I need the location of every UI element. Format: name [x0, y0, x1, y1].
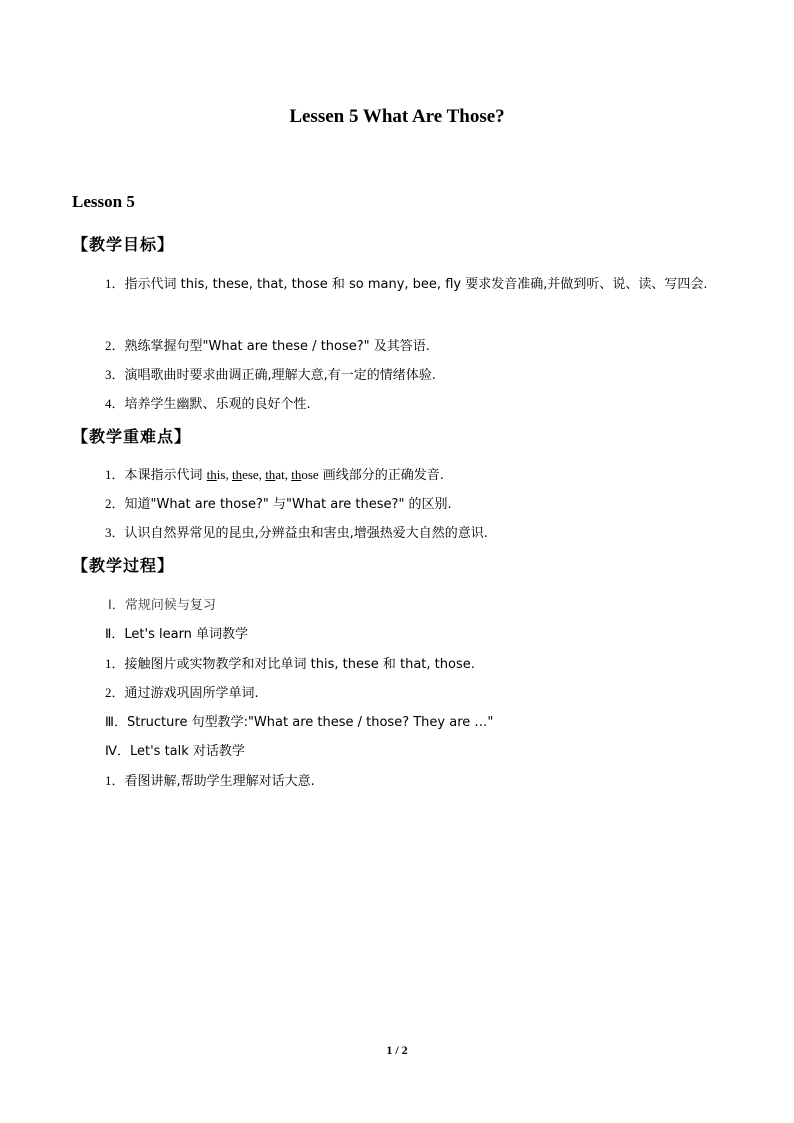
process-num: 2．: [105, 685, 125, 700]
goal-item-2: [105, 335, 430, 354]
process-num: Ⅲ．: [105, 714, 127, 729]
goal-text: 指示代词 this, these, that, those 和 so many, bee, fly 要求发音准确,并做到听、说、读、写四会.: [124, 277, 708, 292]
heading-key-points: 【教学重难点】: [72, 427, 192, 446]
process-num: Ⅱ．: [105, 626, 125, 641]
process-num: 1．: [105, 656, 125, 671]
process-text: Let's learn 单词教学: [124, 627, 249, 642]
lesson-label: Lesson 5: [72, 192, 135, 211]
goal-item-3: [105, 364, 436, 383]
process-text: 接触图片或实物教学和对比单词 this, these 和 that, those.: [124, 657, 475, 672]
key-point-num: 2．: [105, 496, 125, 511]
key-point-text: 知道"What are those?" 与"What are these?" 的区别.: [124, 497, 452, 512]
key-point-num: 3．: [105, 525, 125, 540]
heading-teaching-process: 【教学过程】: [72, 556, 175, 575]
word-rest: ese,: [242, 467, 266, 482]
process-text: 常规问候与复习: [124, 598, 216, 613]
process-num: Ⅰ．: [108, 597, 125, 612]
goal-num: 3．: [105, 367, 125, 382]
process-item-5: [105, 711, 493, 730]
goal-item-1: [72, 270, 722, 298]
process-text: Let's talk 对话教学: [130, 744, 245, 759]
goal-num: 1．: [105, 276, 125, 291]
process-num: Ⅳ．: [105, 743, 130, 758]
process-item-1: [108, 594, 216, 613]
key-point-post: 画线部分的正确发音.: [318, 468, 444, 483]
underlined-th: th: [231, 467, 243, 482]
process-text: 通过游戏巩固所学单词.: [124, 686, 259, 701]
page-number: 1 / 2: [386, 1043, 408, 1057]
word-rest: at,: [275, 467, 292, 482]
goal-text: 演唱歌曲时要求曲调正确,理解大意,有一定的情绪体验.: [124, 368, 436, 383]
underlined-th: th: [291, 467, 302, 482]
goal-text: 熟练掌握句型"What are these / those?" 及其答语.: [124, 339, 430, 354]
key-point-num: 1．: [105, 467, 125, 482]
goal-text: 培养学生幽默、乐观的良好个性.: [124, 397, 311, 412]
process-item-6: [105, 740, 245, 759]
key-point-text: 认识自然界常见的昆虫,分辨益虫和害虫,增强热爱大自然的意识.: [124, 526, 488, 541]
process-num: 1．: [105, 773, 125, 788]
underlined-th: th: [206, 467, 217, 482]
goal-item-4: [105, 393, 311, 412]
process-item-4: [105, 682, 259, 701]
goal-num: 4．: [105, 396, 125, 411]
key-point-item-3: [105, 522, 488, 541]
document-title: Lessen 5 What Are Those?: [289, 106, 505, 127]
heading-teaching-goals: 【教学目标】: [72, 235, 175, 254]
word-rest: ose: [301, 467, 319, 482]
process-text: 看图讲解,帮助学生理解对话大意.: [124, 774, 315, 789]
goal-num: 2．: [105, 338, 125, 353]
key-point-item-2: [105, 493, 452, 512]
key-point-item-1: [105, 464, 444, 483]
underlined-th: th: [265, 467, 276, 482]
word-rest: is,: [216, 467, 232, 482]
process-item-7: [105, 770, 315, 789]
process-text: Structure 句型教学:"What are these / those? They are …": [126, 715, 494, 730]
key-point-pre: 本课指示代词: [124, 468, 207, 483]
process-item-3: [105, 653, 475, 672]
process-item-2: [105, 623, 248, 642]
